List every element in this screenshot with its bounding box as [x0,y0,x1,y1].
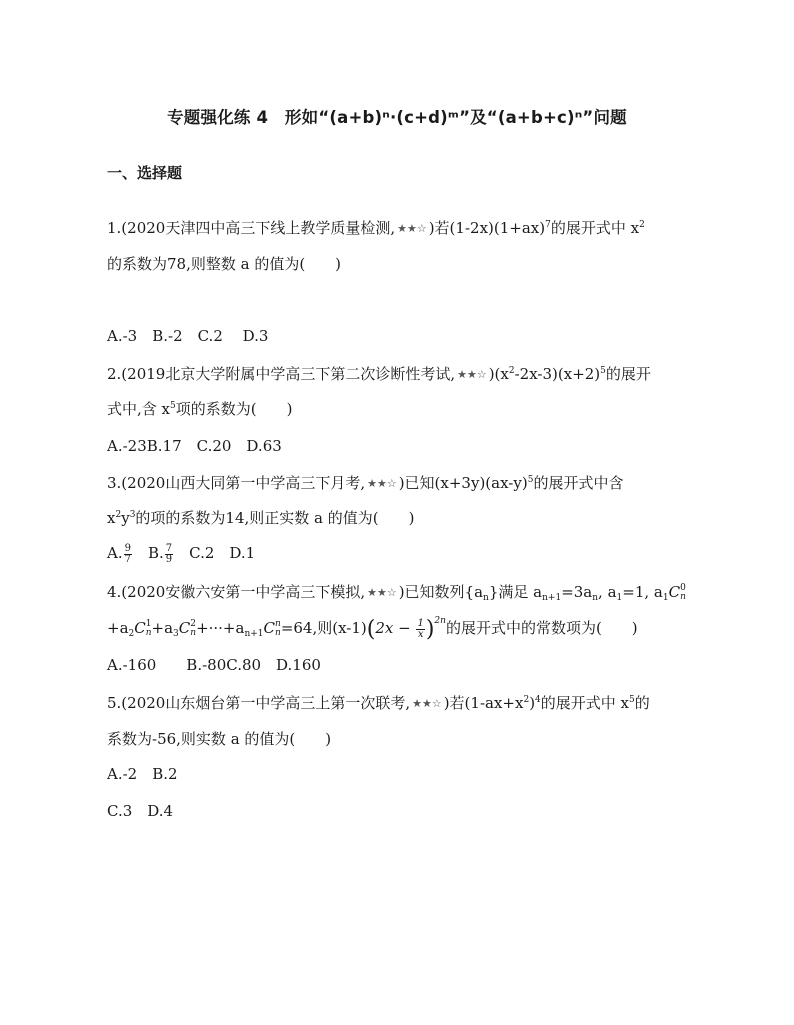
exponent: 2n [434,616,446,626]
q5-options-line1: A.-2 B.2 [107,765,178,783]
fraction-denominator: x [417,628,424,640]
exponent: 2 [639,220,645,230]
option-b-label: B. [132,544,164,562]
q2-options: A.-23B.17 C.20 D.63 [107,437,282,455]
subscript: 1 [662,593,669,603]
q4-stem-line1 [107,582,686,604]
exponent: 2 [508,366,515,376]
subscript: n [145,628,152,638]
superscript: n [275,619,281,629]
q3-text: 的项的系数为14,则正实数 a 的值为( ) [135,509,415,527]
q3-stem-line2 [107,508,414,528]
subscript: 3 [173,629,179,639]
exponent: 3 [129,510,136,520]
fraction-a [124,544,132,565]
difficulty-stars-icon: ★★☆ [412,697,442,710]
q4-text: +···+a [196,619,245,637]
q5-text: 的 [634,694,650,712]
big-paren: ) [425,617,435,642]
superscript: 0 [680,583,686,593]
subscript: n [275,628,281,638]
q4-text: =1, a [622,583,663,601]
superscript: 1 [145,619,152,629]
q5-text: 的展开式中 x [540,694,630,712]
subscript: 1 [616,593,623,603]
exponent: 4 [535,695,541,705]
q2-text: 项的系数为( ) [175,400,293,418]
q5-source: 5.(2020山东烟台第一中学高三上第一次联考, [107,694,411,712]
q3-text: y [121,509,130,527]
fraction-denominator: 9 [165,553,173,565]
combination-indices [680,584,686,602]
q4-text: )已知数列{a [398,583,484,601]
exponent: 2 [115,510,122,520]
fraction-one-over-x [416,619,424,640]
q3-text: )已知(x+3y)(ax-y) [398,474,528,492]
q4-text: }满足 a [488,583,543,601]
exponent: 5 [600,366,606,376]
q2-text: )(x [488,365,509,383]
subscript: n [592,593,599,603]
q3-source: 3.(2020山西大同第一中学高三下月考, [107,474,366,492]
q5-stem-line1 [107,693,650,715]
combination-symbol: C [178,619,191,637]
fraction-numerator: 1 [417,617,424,629]
q1-stem-line2: 的系数为78,则整数 a 的值为( ) [107,255,342,273]
q1-expression: )若(1-2x)(1+ax) [428,219,546,237]
fraction-denominator: 7 [124,553,131,565]
q4-text: =64,则(x-1) [280,619,367,637]
exponent: 5 [629,695,635,705]
difficulty-stars-icon: ★★☆ [457,368,487,381]
q2-stem-line2 [107,399,292,419]
q4-text: +a [107,619,129,637]
options-rest: C.2 D.1 [174,544,256,562]
q4-text: 的展开式中的常数项为( ) [445,619,638,637]
q5-options-line2: C.3 D.4 [107,802,174,820]
q5-stem-line2: 系数为-56,则实数 a 的值为( ) [107,730,332,748]
q4-options: A.-160 B.-80C.80 D.160 [107,656,321,674]
exponent: 5 [527,475,534,485]
combination-symbol: C [263,619,276,637]
q2-text: -2x-3)(x+2) [514,365,601,383]
q1-source: 1.(2020天津四中高三下线上教学质量检测, [107,219,396,237]
q4-math: 2x − [375,619,416,637]
exponent: 2 [523,695,530,705]
difficulty-stars-icon: ★★☆ [367,477,397,490]
section-heading: 一、选择题 [107,164,183,182]
fraction-numerator: 9 [124,542,131,554]
superscript: 2 [190,619,196,629]
q3-stem-line1 [107,473,623,495]
fraction-b [165,544,173,565]
q4-source: 4.(2020安徽六安第一中学高三下模拟, [107,583,366,601]
q5-text: )若(1-ax+x [443,694,524,712]
subscript: n+1 [244,629,264,639]
q4-text: =3a [561,583,593,601]
q4-text: +a [151,619,174,637]
difficulty-stars-icon: ★★☆ [367,586,397,599]
q4-text: , a [598,583,617,601]
subscript: n [483,593,489,603]
page-title: 专题强化练 4 形如“(a+b)ⁿ·(c+d)ᵐ”及“(a+b+c)ⁿ”问题 [167,108,627,127]
q1-options: A.-3 B.-2 C.2 D.3 [107,327,269,345]
combination-symbol: C [668,583,681,601]
q2-text: 的展开 [605,365,651,383]
q2-text: 式中,含 x [107,400,170,418]
exponent: 7 [545,220,551,230]
q2-source: 2.(2019北京大学附属中学高三下第二次诊断性考试, [107,365,456,383]
difficulty-stars-icon: ★★☆ [397,222,427,235]
subscript: n+1 [542,593,562,603]
q5-text: ) [529,694,536,712]
subscript: n [190,628,197,638]
option-a-label: A. [107,544,123,562]
q3-options [107,543,255,565]
big-paren: ( [366,617,376,642]
q3-text: 的展开式中含 [533,474,624,492]
combination-symbol: C [134,619,146,637]
q1-text: 的展开式中 x [550,219,640,237]
q1-stem-line1 [107,218,645,240]
fraction-numerator: 7 [165,542,173,554]
subscript: n [680,592,686,602]
q3-text: x [107,509,116,527]
exponent: 5 [170,401,176,411]
q2-stem-line1 [107,364,651,386]
q4-stem-line2 [107,618,638,640]
subscript: 2 [128,629,135,639]
